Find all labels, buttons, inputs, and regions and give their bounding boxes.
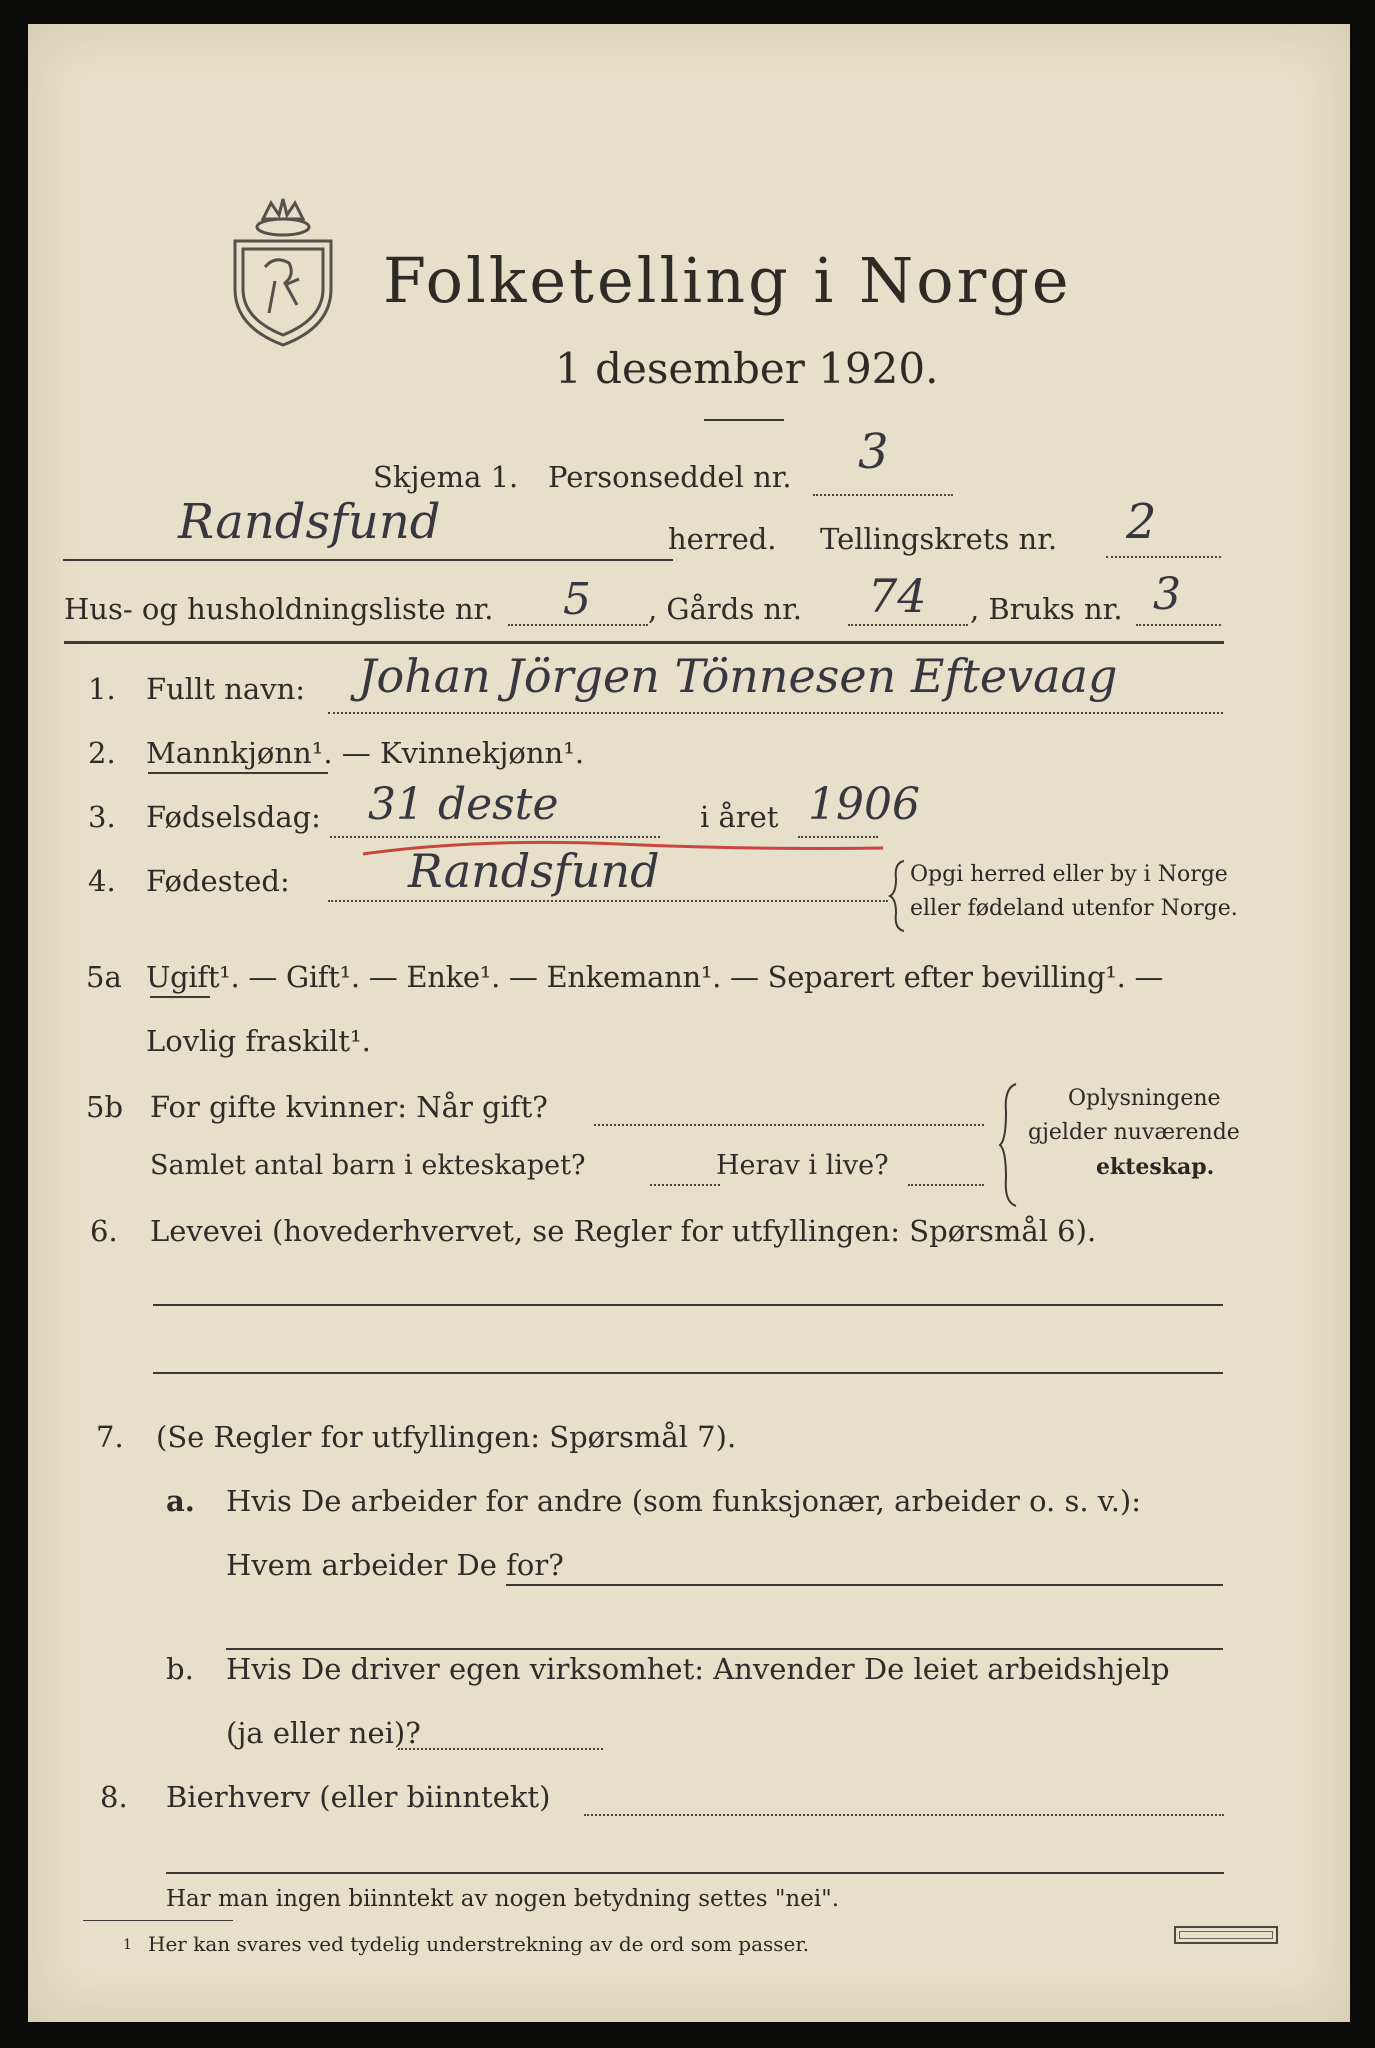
q4-note-line2: eller fødeland utenfor Norge. [910,896,1238,921]
footnote-text: Her kan svares ved tydelig understrekning av de ord som passer. [148,1932,810,1956]
printer-stamp [1174,1926,1278,1944]
q2-underline [148,772,328,774]
q7a-answer-line1 [506,1584,1223,1586]
q1-number: 1. [88,672,116,706]
header-divider [64,641,1224,644]
hus-label: Hus- og husholdningsliste nr. [64,592,494,626]
personseddel-value: 3 [858,424,889,480]
q4-value: Randsfund [408,844,660,898]
q1-label: Fullt navn: [146,672,306,706]
q4-note-line1: Opgi herred eller by i Norge [910,862,1228,887]
gards-field [848,624,968,626]
q7b-line2: (ja eller nei)? [226,1716,421,1750]
q4-label: Fødested: [146,864,290,898]
coat-of-arms-icon [223,189,343,349]
q7b-line1: Hvis De driver egen virksomhet: Anvender De leiet arbeidshjelp [226,1652,1170,1686]
q5b-married-field [594,1124,984,1126]
herred-field [63,559,673,561]
bruks-field [1136,624,1221,626]
footnote-divider [83,1920,233,1921]
schema-label: Skjema 1. [373,460,519,494]
form-date: 1 desember 1920. [555,344,939,393]
q5a-underline [150,996,210,998]
q6-number: 6. [90,1214,118,1248]
q8-number: 8. [100,1780,128,1814]
q7a-answer-line2 [226,1648,1223,1650]
q3-number: 3. [88,800,116,834]
q7-number: 7. [96,1420,124,1454]
title-divider [704,419,784,421]
bruks-label: , Bruks nr. [970,592,1123,626]
q2-text: Mannkjønn¹. — Kvinnekjønn¹. [146,736,585,770]
q5b-alive-field [908,1184,984,1186]
q5b-children-label: Samlet antal barn i ekteskapet? [150,1150,586,1181]
q3-year-value: 1906 [808,779,920,830]
census-form-sheet [28,24,1350,2022]
q1-field [328,712,1223,714]
nei-note: Har man ingen biinntekt av nogen betydning settes "nei". [166,1886,840,1912]
q7-text: (Se Regler for utfyllingen: Spørsmål 7). [156,1420,737,1454]
q8-field [584,1814,1224,1816]
q5b-note-line3: ekteskap. [1096,1154,1215,1180]
q5a-line2: Lovlig fraskilt¹. [146,1024,371,1058]
tellingskrets-field [1106,556,1221,558]
q3-value: 31 deste [368,779,559,830]
q6-answer-line2 [153,1372,1223,1374]
gards-label: , Gårds nr. [648,592,802,626]
q4-number: 4. [88,864,116,898]
footnote-number: 1 [123,1937,132,1953]
q5b-brace [998,1082,1022,1208]
q5a-number: 5a [86,960,122,994]
bruks-value: 3 [1153,569,1181,620]
q8-answer-line [166,1872,1224,1874]
q3-label: Fødselsdag: [146,800,321,834]
herred-label: herred. [668,522,777,556]
q5b-alive-label: Herav i live? [716,1150,889,1181]
q5b-note-line1: Oplysningene [1068,1086,1221,1111]
q6-text: Levevei (hovederhvervet, se Regler for utfyllingen: Spørsmål 6). [150,1214,1097,1248]
q5b-children-field [650,1184,720,1186]
q1-value: Johan Jörgen Tönnesen Eftevaag [358,649,1118,703]
q4-field [328,900,888,902]
q4-brace [888,859,908,933]
q3-year-label: i året [700,800,779,834]
q7a-line1: Hvis De arbeider for andre (som funksjonær, arbeider o. s. v.): [226,1484,1142,1518]
form-title: Folketelling i Norge [383,244,1072,317]
hus-value: 5 [563,574,591,625]
gards-value: 74 [868,569,927,623]
q7b-number: b. [166,1652,194,1686]
tellingskrets-value: 2 [1126,494,1157,550]
personseddel-label: Personseddel nr. [548,460,792,494]
q2-number: 2. [88,736,116,770]
q8-text: Bierhverv (eller biinntekt) [166,1780,551,1814]
q7a-line2: Hvem arbeider De for? [226,1548,564,1582]
q6-answer-line1 [153,1304,1223,1306]
q7a-number: a. [166,1484,195,1518]
personseddel-field [813,494,953,496]
q5b-note-line2: gjelder nuværende [1028,1120,1240,1145]
tellingskrets-label: Tellingskrets nr. [820,522,1058,556]
q7b-answer-field [398,1748,603,1750]
q5b-number: 5b [86,1090,124,1124]
q5b-line1: For gifte kvinner: Når gift? [150,1090,548,1124]
q5a-line1: Ugift¹. — Gift¹. — Enke¹. — Enkemann¹. — Separert efter bevilling¹. — [146,960,1164,994]
herred-value: Randsfund [178,494,441,550]
